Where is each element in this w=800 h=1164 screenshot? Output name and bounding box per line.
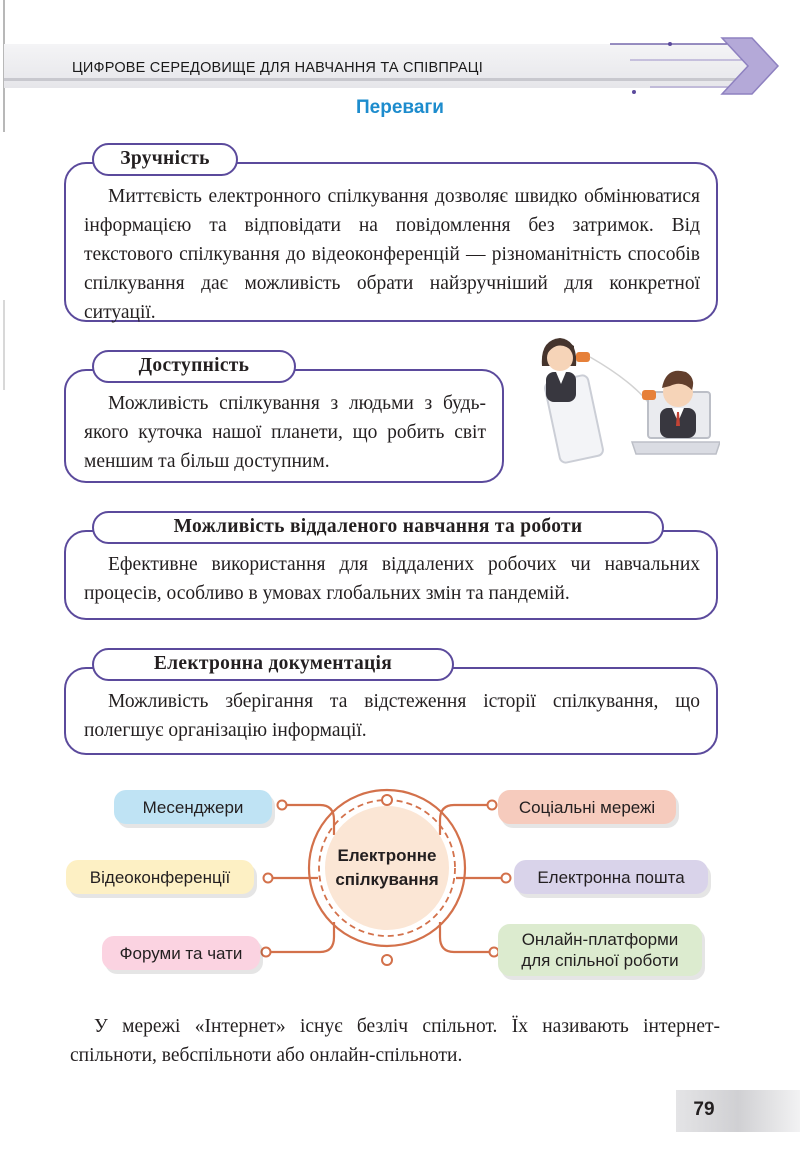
- chevron-arrow-icon: [610, 30, 790, 102]
- body-paragraph: [70, 1012, 720, 1070]
- card-title: Електронна документація: [92, 648, 454, 681]
- node-email: Електронна пошта: [514, 860, 708, 894]
- people-communication-illustration: [520, 330, 720, 470]
- node-forums: Форуми та чати: [102, 936, 260, 970]
- card-title: Доступність: [92, 350, 296, 383]
- card-title: Зручність: [92, 143, 238, 176]
- node-videoconferences: Відеоконференції: [66, 860, 254, 894]
- node-collab-platforms: [498, 924, 702, 976]
- center-line: Електронне: [337, 846, 437, 865]
- node-line: для спільної роботи: [521, 951, 679, 970]
- node-messengers: Месенджери: [114, 790, 272, 824]
- card-title: Можливість віддаленого навчання та роботи: [92, 511, 664, 544]
- node-social-networks: Соціальні мережі: [498, 790, 676, 824]
- node-line: Онлайн-платформи: [521, 930, 679, 949]
- mindmap-center: [325, 806, 449, 930]
- page-number: 79: [693, 1099, 715, 1120]
- card-text: Можливість зберігання та відстеження історії спілкування, що полегшує організацію інформації.: [84, 691, 700, 741]
- card-text: Ефективне використання для віддалених робочих чи навчальних процесів, особливо в умовах глобальних змін та пандемій.: [84, 554, 700, 604]
- center-line: спілкування: [335, 870, 439, 889]
- section-heading: Переваги: [356, 97, 444, 118]
- advantage-card: [64, 162, 718, 322]
- card-text: Можливість спілкування з людьми з будь-якого куточка нашої планети, що робить світ меншим та більш доступним.: [84, 393, 486, 472]
- card-text: Миттєвість електронного спілкування дозволяє швидко обмінюватися інформацією та відповідати на повідомлення без затримок. Від текстового спілкування до відеоконференцій — різноманітність способів спілкування дає можливість обрати найзручніший для конкретної ситуації.: [84, 186, 700, 323]
- header-title: ЦИФРОВЕ СЕРЕДОВИЩЕ ДЛЯ НАВЧАННЯ ТА СПІВПРАЦІ: [72, 60, 483, 76]
- paragraph-text: У мережі «Інтернет» існує безліч спільнот. Їх називають інтернет-спільноти, вебспільноти або онлайн-спільноти.: [70, 1016, 720, 1066]
- margin-rule: [3, 300, 5, 390]
- advantage-card: [64, 369, 504, 483]
